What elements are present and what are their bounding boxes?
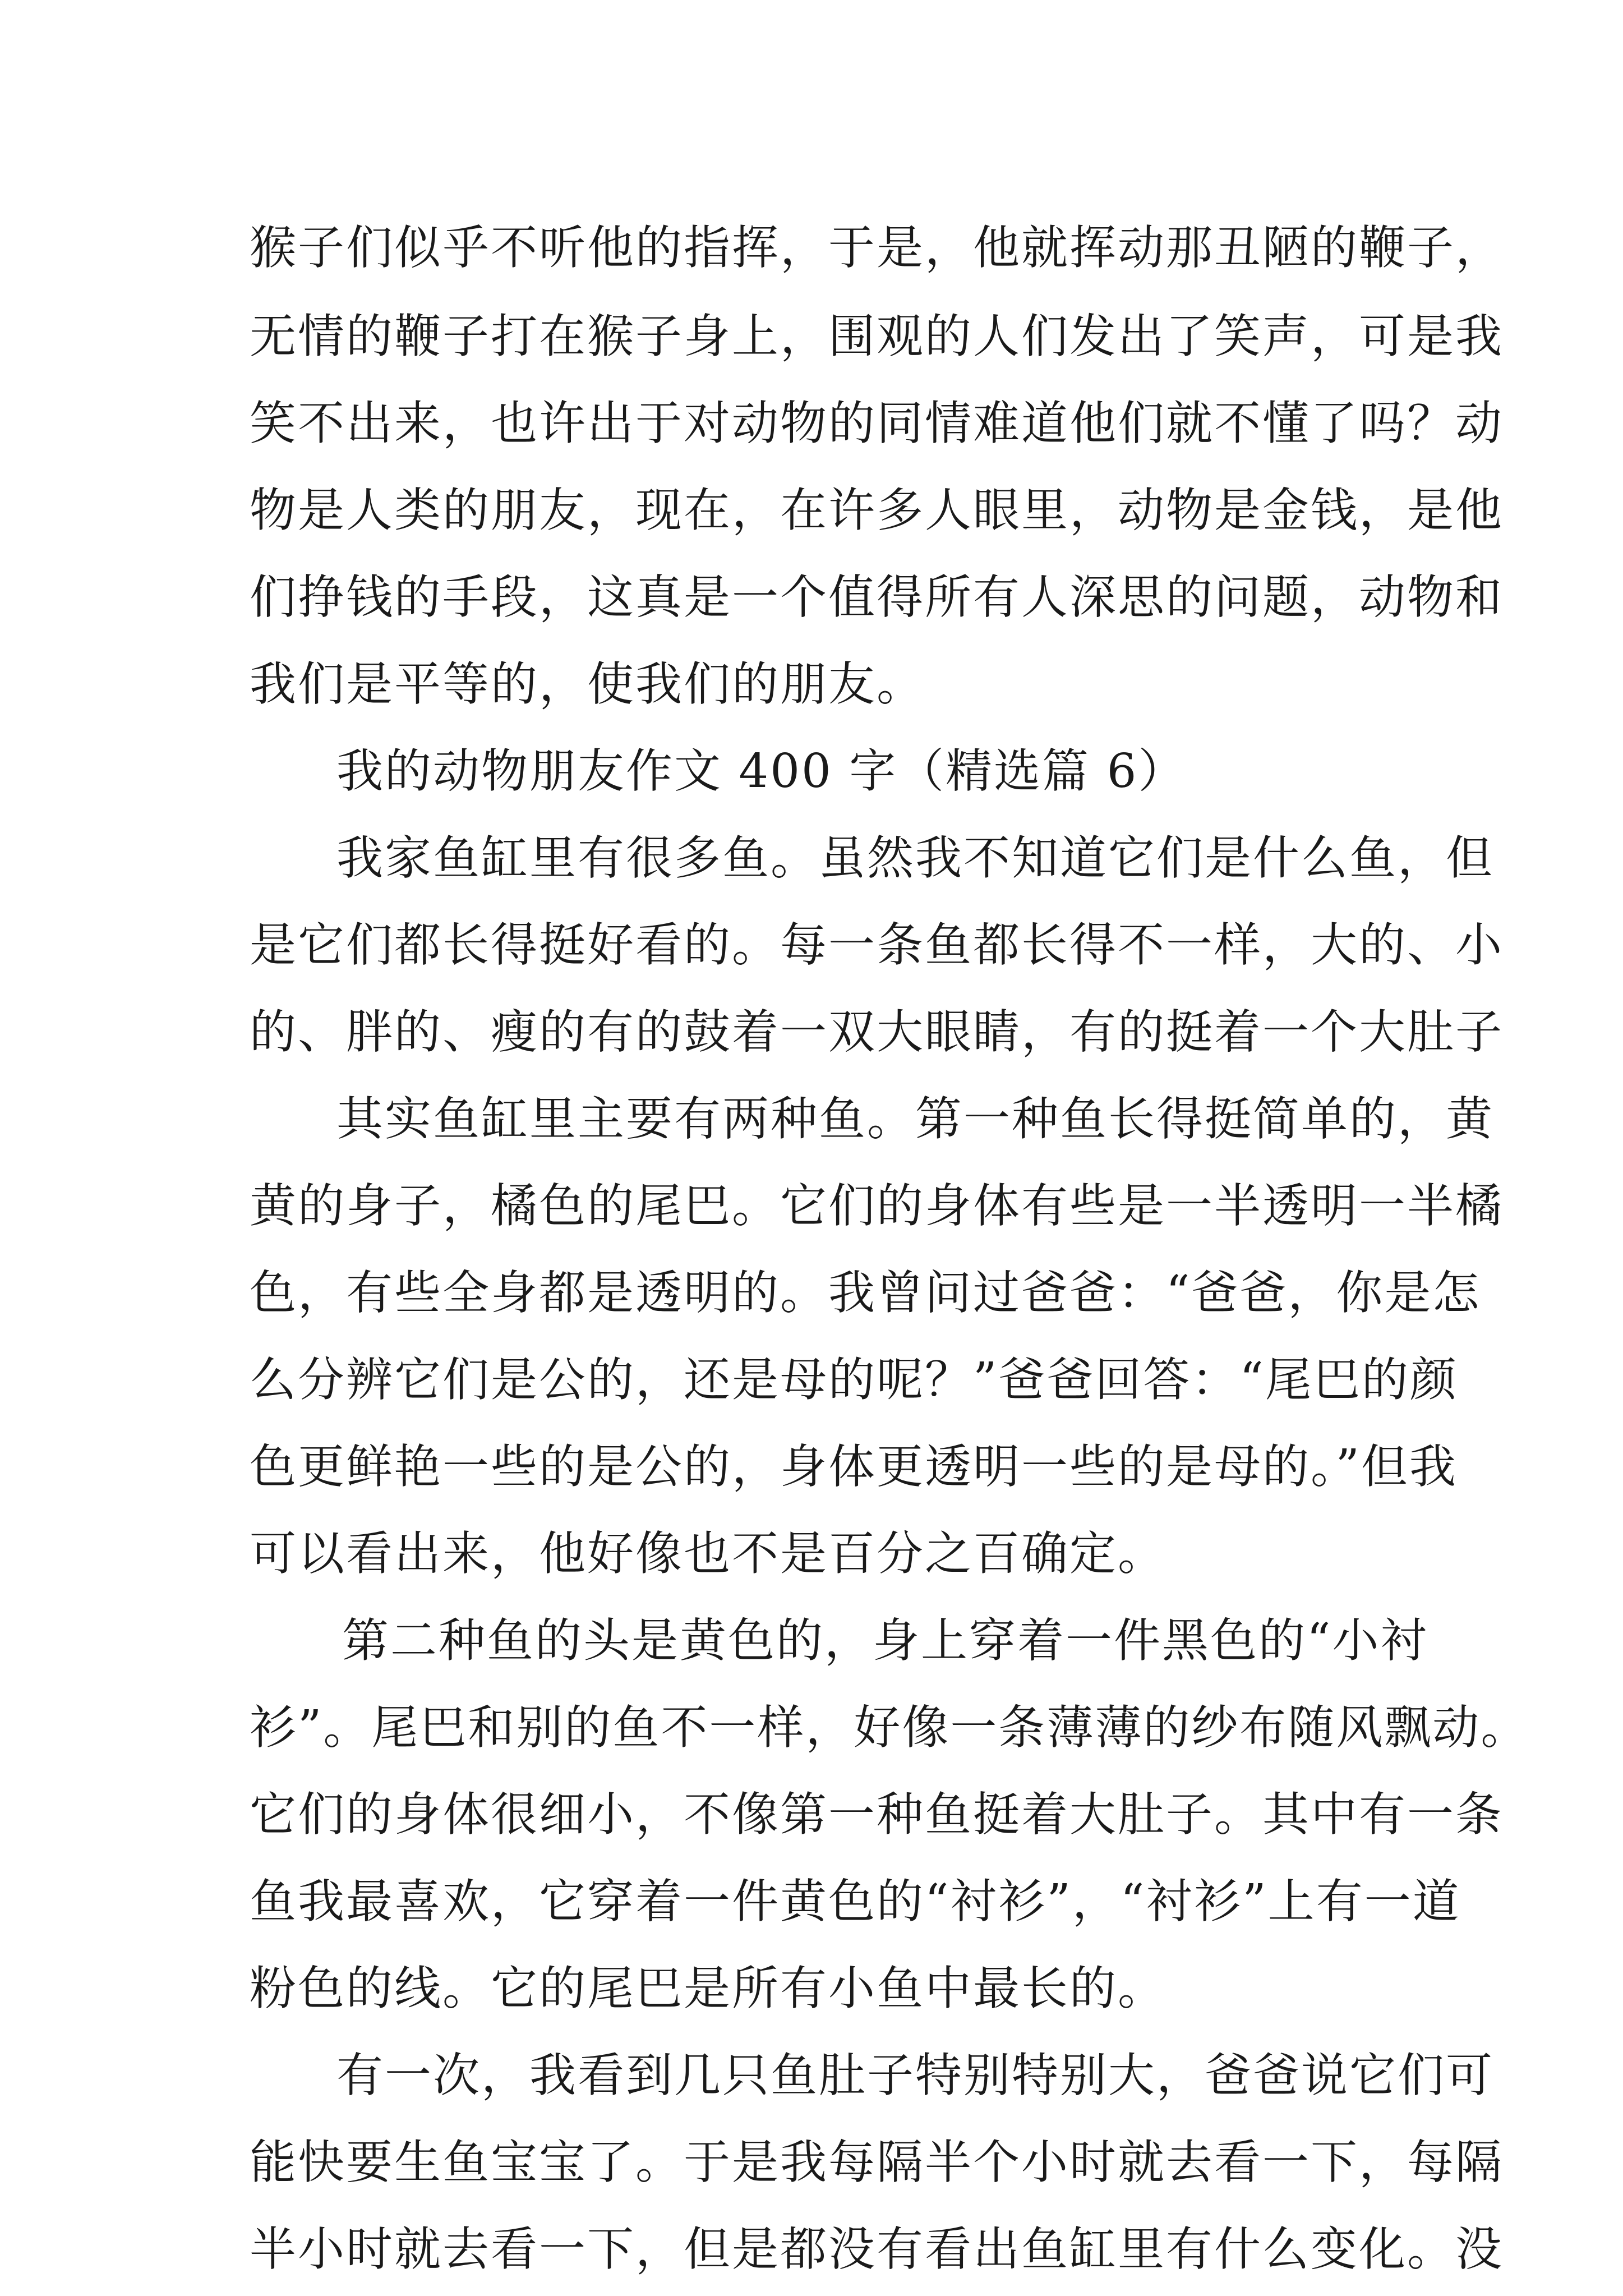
text-line: 能快要生鱼宝宝了。于是我每隔半个小时就去看一下，每隔 xyxy=(250,2135,1504,2189)
text-line: 我家鱼缸里有很多鱼。虽然我不知道它们是什么鱼，但 xyxy=(336,831,1494,885)
text-line: 么分辨它们是公的，还是母的呢？”爸爸回答：“尾巴的颜 xyxy=(250,1352,1458,1407)
section-heading: 我的动物朋友作文 400 字（精选篇 6） xyxy=(336,744,1187,798)
text-line: 粉色的线。它的尾巴是所有小鱼中最长的。 xyxy=(250,1961,1166,2016)
text-line: 笑不出来，也许出于对动物的同情难道他们就不懂了吗？动 xyxy=(250,396,1504,450)
text-line: 它们的身体很细小，不像第一种鱼挺着大肚子。其中有一条 xyxy=(250,1787,1504,1842)
text-line: 色更鲜艳一些的是公的，身体更透明一些的是母的。”但我 xyxy=(250,1439,1458,1494)
text-line: 鱼我最喜欢，它穿着一件黄色的“衬衫”，“衬衫”上有一道 xyxy=(250,1874,1461,1929)
text-line: 有一次，我看到几只鱼肚子特别特别大，爸爸说它们可 xyxy=(336,2048,1494,2102)
text-line: 们挣钱的手段，这真是一个值得所有人深思的问题，动物和 xyxy=(250,570,1504,624)
text-line: 猴子们似乎不听他的指挥，于是，他就挥动那丑陋的鞭子， xyxy=(250,220,1504,275)
text-line: 我们是平等的，使我们的朋友。 xyxy=(250,657,925,711)
text-line: 是它们都长得挺好看的。每一条鱼都长得不一样，大的、小 xyxy=(250,918,1504,972)
text-line: 衫”。尾巴和别的鱼不一样，好像一条薄薄的纱布随风飘动。 xyxy=(250,1700,1529,1755)
text-line: 无情的鞭子打在猴子身上，围观的人们发出了笑声，可是我 xyxy=(250,309,1504,364)
text-line: 黄的身子，橘色的尾巴。它们的身体有些是一半透明一半橘 xyxy=(250,1179,1504,1233)
text-line: 可以看出来，他好像也不是百分之百确定。 xyxy=(250,1526,1166,1581)
text-line: 的、胖的、瘦的有的鼓着一双大眼睛，有的挺着一个大肚子 xyxy=(250,1005,1504,1059)
text-line: 第二种鱼的头是黄色的，身上穿着一件黑色的“小衬 xyxy=(342,1613,1429,1668)
text-line: 色，有些全身都是透明的。我曾问过爸爸：“爸爸，你是怎 xyxy=(250,1266,1481,1320)
text-line: 半小时就去看一下，但是都没有看出鱼缸里有什么变化。没 xyxy=(250,2222,1504,2276)
text-line: 物是人类的朋友，现在，在许多人眼里，动物是金钱，是他 xyxy=(250,483,1504,537)
text-line: 其实鱼缸里主要有两种鱼。第一种鱼长得挺简单的，黄 xyxy=(336,1092,1494,1146)
